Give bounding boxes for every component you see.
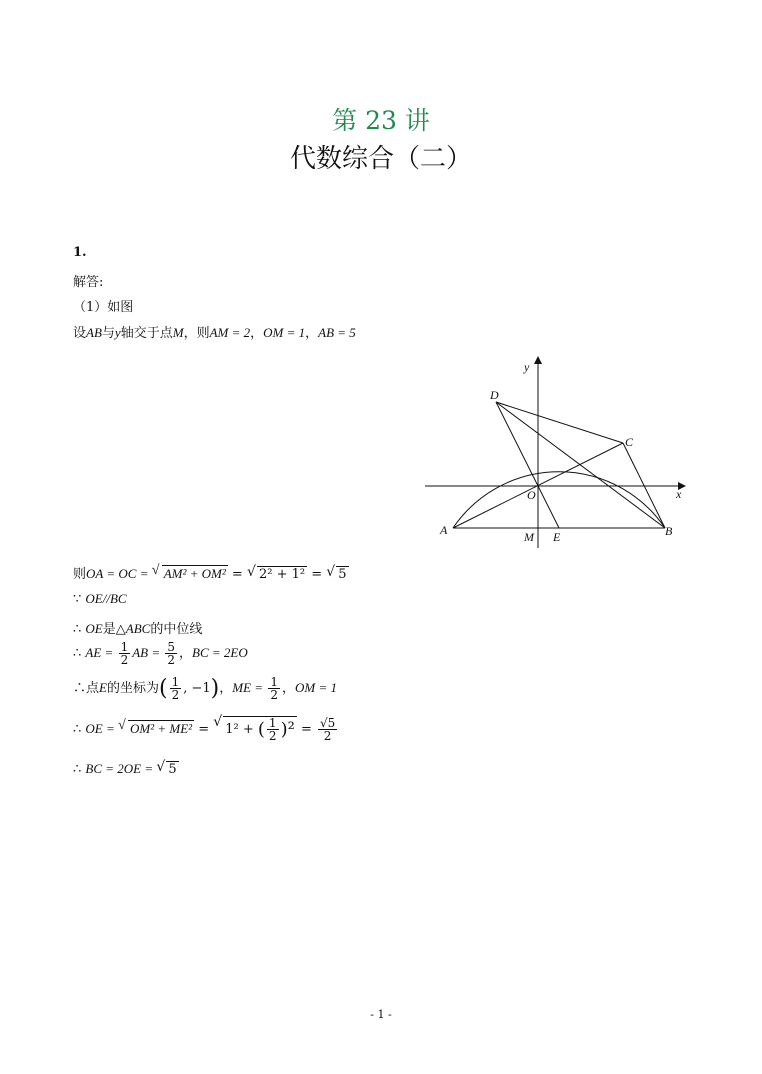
s6-a: OE =	[85, 721, 119, 736]
s6-sym: ∴	[73, 722, 86, 737]
step-7	[73, 761, 179, 777]
s1-rad-1: AM² + OM²	[163, 566, 226, 581]
s4-sep: ，	[179, 646, 193, 661]
s3-b: 是△	[102, 622, 126, 637]
s1-sqrt-3	[327, 566, 348, 582]
s6-lparen: (	[257, 719, 265, 740]
s6-frac-1-den: 2	[268, 729, 277, 743]
step-2	[73, 591, 127, 607]
setup-t3: ，则	[183, 326, 210, 341]
setup-eq1: AM = 2	[209, 325, 251, 340]
s5-frac-1-num: 1	[171, 675, 180, 689]
label-e: E	[553, 530, 561, 544]
s4-b: AB =	[132, 645, 164, 660]
s6-sqrt-2	[214, 716, 297, 742]
s1-rad-3: 5	[338, 567, 347, 582]
s5-sep: ，	[219, 681, 233, 696]
s7-sqrt	[157, 761, 178, 777]
s4-frac-1-den: 2	[120, 653, 129, 667]
step-4	[73, 641, 248, 666]
segment-do	[496, 402, 538, 486]
s1-rad-2: 2² + 1²	[258, 567, 306, 582]
s4-c: BC = 2EO	[192, 645, 248, 660]
s1-eqc: =	[307, 567, 327, 582]
setup-sep2: ，	[305, 326, 319, 341]
segment-dc	[496, 402, 623, 443]
lecture-title: 第 23 讲	[332, 106, 430, 135]
step-6	[73, 716, 339, 742]
s4-a: AE =	[85, 645, 117, 660]
geometry-figure	[420, 350, 690, 555]
y-axis-arrow	[534, 356, 542, 364]
problem-number: 1.	[73, 245, 87, 260]
s1-eqb: =	[227, 567, 247, 582]
s6-frac-2-num: √5	[319, 716, 336, 730]
s5-d: ME =	[232, 680, 267, 695]
setup-ab: AB	[86, 325, 102, 340]
s7-a: BC = 2OE =	[85, 761, 157, 776]
step-5	[73, 676, 337, 701]
s5-e2: OM = 1	[294, 680, 337, 695]
s5-sym: ∴	[73, 681, 87, 696]
s2-sym: ∵	[73, 592, 86, 607]
s5-frac-2-den: 2	[270, 688, 278, 702]
setup-y: y	[114, 325, 121, 340]
setup-prefix: 设	[73, 326, 87, 341]
s4-frac-1-num: 1	[120, 640, 129, 654]
s5-frac-1-den: 2	[171, 688, 180, 702]
s4-sym: ∴	[73, 646, 86, 661]
setup-t1: 与	[101, 326, 115, 341]
s3-d: 的中位线	[150, 622, 203, 637]
s5-c: , −1	[183, 681, 211, 696]
setup-t2: 轴交于点	[120, 326, 173, 341]
label-y: y	[524, 360, 530, 374]
s6-sqrt-1	[119, 720, 194, 737]
s6-frac-1-num: 1	[268, 716, 277, 730]
page-number: - 1 -	[370, 1008, 392, 1021]
step-1	[73, 563, 349, 582]
s1-a: OA = OC =	[86, 566, 152, 581]
semicircle-arc	[453, 472, 665, 528]
s6-r2a: 1² +	[225, 722, 258, 737]
s3-sym: ∴	[73, 622, 86, 637]
s5-frac-2	[268, 676, 280, 701]
label-o: O	[527, 488, 536, 502]
segment-db	[496, 402, 665, 528]
label-m: M	[524, 530, 534, 544]
s5-lparen: (	[159, 676, 168, 701]
s6-eqb: =	[194, 722, 214, 737]
label-a: A	[440, 523, 448, 537]
s4-frac-1	[119, 641, 131, 666]
s6-frac-2-den: 2	[318, 729, 337, 742]
s6-rad-2	[223, 716, 297, 742]
setup-sep1: ，	[250, 326, 264, 341]
setup-line	[73, 322, 356, 341]
s4-frac-2	[165, 641, 177, 666]
s7-rad: 5	[168, 762, 177, 777]
setup-eq2: OM = 1	[263, 325, 306, 340]
answer-label: 解答:	[73, 275, 104, 290]
label-x: x	[676, 487, 682, 501]
label-c: C	[625, 435, 634, 449]
s5-sep2: ，	[281, 681, 295, 696]
lecture-subtitle: 代数综合（二）	[289, 144, 472, 174]
step-3	[73, 618, 202, 637]
s1-prefix: 则	[73, 567, 87, 582]
setup-eq3: AB = 5	[318, 325, 356, 340]
s4-frac-2-den: 2	[167, 653, 175, 667]
s5-b: 的坐标为	[106, 681, 159, 696]
setup-m: M	[172, 325, 184, 340]
s3-c: ABC	[125, 621, 151, 636]
segment-oe	[538, 486, 559, 528]
s4-frac-2-num: 5	[167, 640, 175, 654]
s6-rad-1: OM² + ME²	[130, 721, 193, 736]
s7-sym: ∴	[73, 762, 86, 777]
part-label: （1）如图	[73, 300, 134, 315]
s6-eqc: =	[296, 722, 316, 737]
s3-a: OE	[85, 621, 103, 636]
label-b: B	[665, 524, 673, 538]
s2-text: OE//BC	[85, 591, 127, 606]
s6-frac-1	[267, 717, 279, 742]
s5-e: E	[99, 680, 107, 695]
s6-rparen: )²	[280, 719, 295, 740]
label-d: D	[490, 388, 499, 402]
s1-sqrt-1	[153, 565, 228, 582]
s5-frac-2-num: 1	[270, 675, 278, 689]
s5-a: 点	[86, 681, 100, 696]
s5-rparen: )	[210, 676, 220, 701]
s1-sqrt-2	[248, 566, 307, 582]
s5-frac-1	[170, 676, 182, 701]
s6-frac-2	[318, 717, 337, 742]
